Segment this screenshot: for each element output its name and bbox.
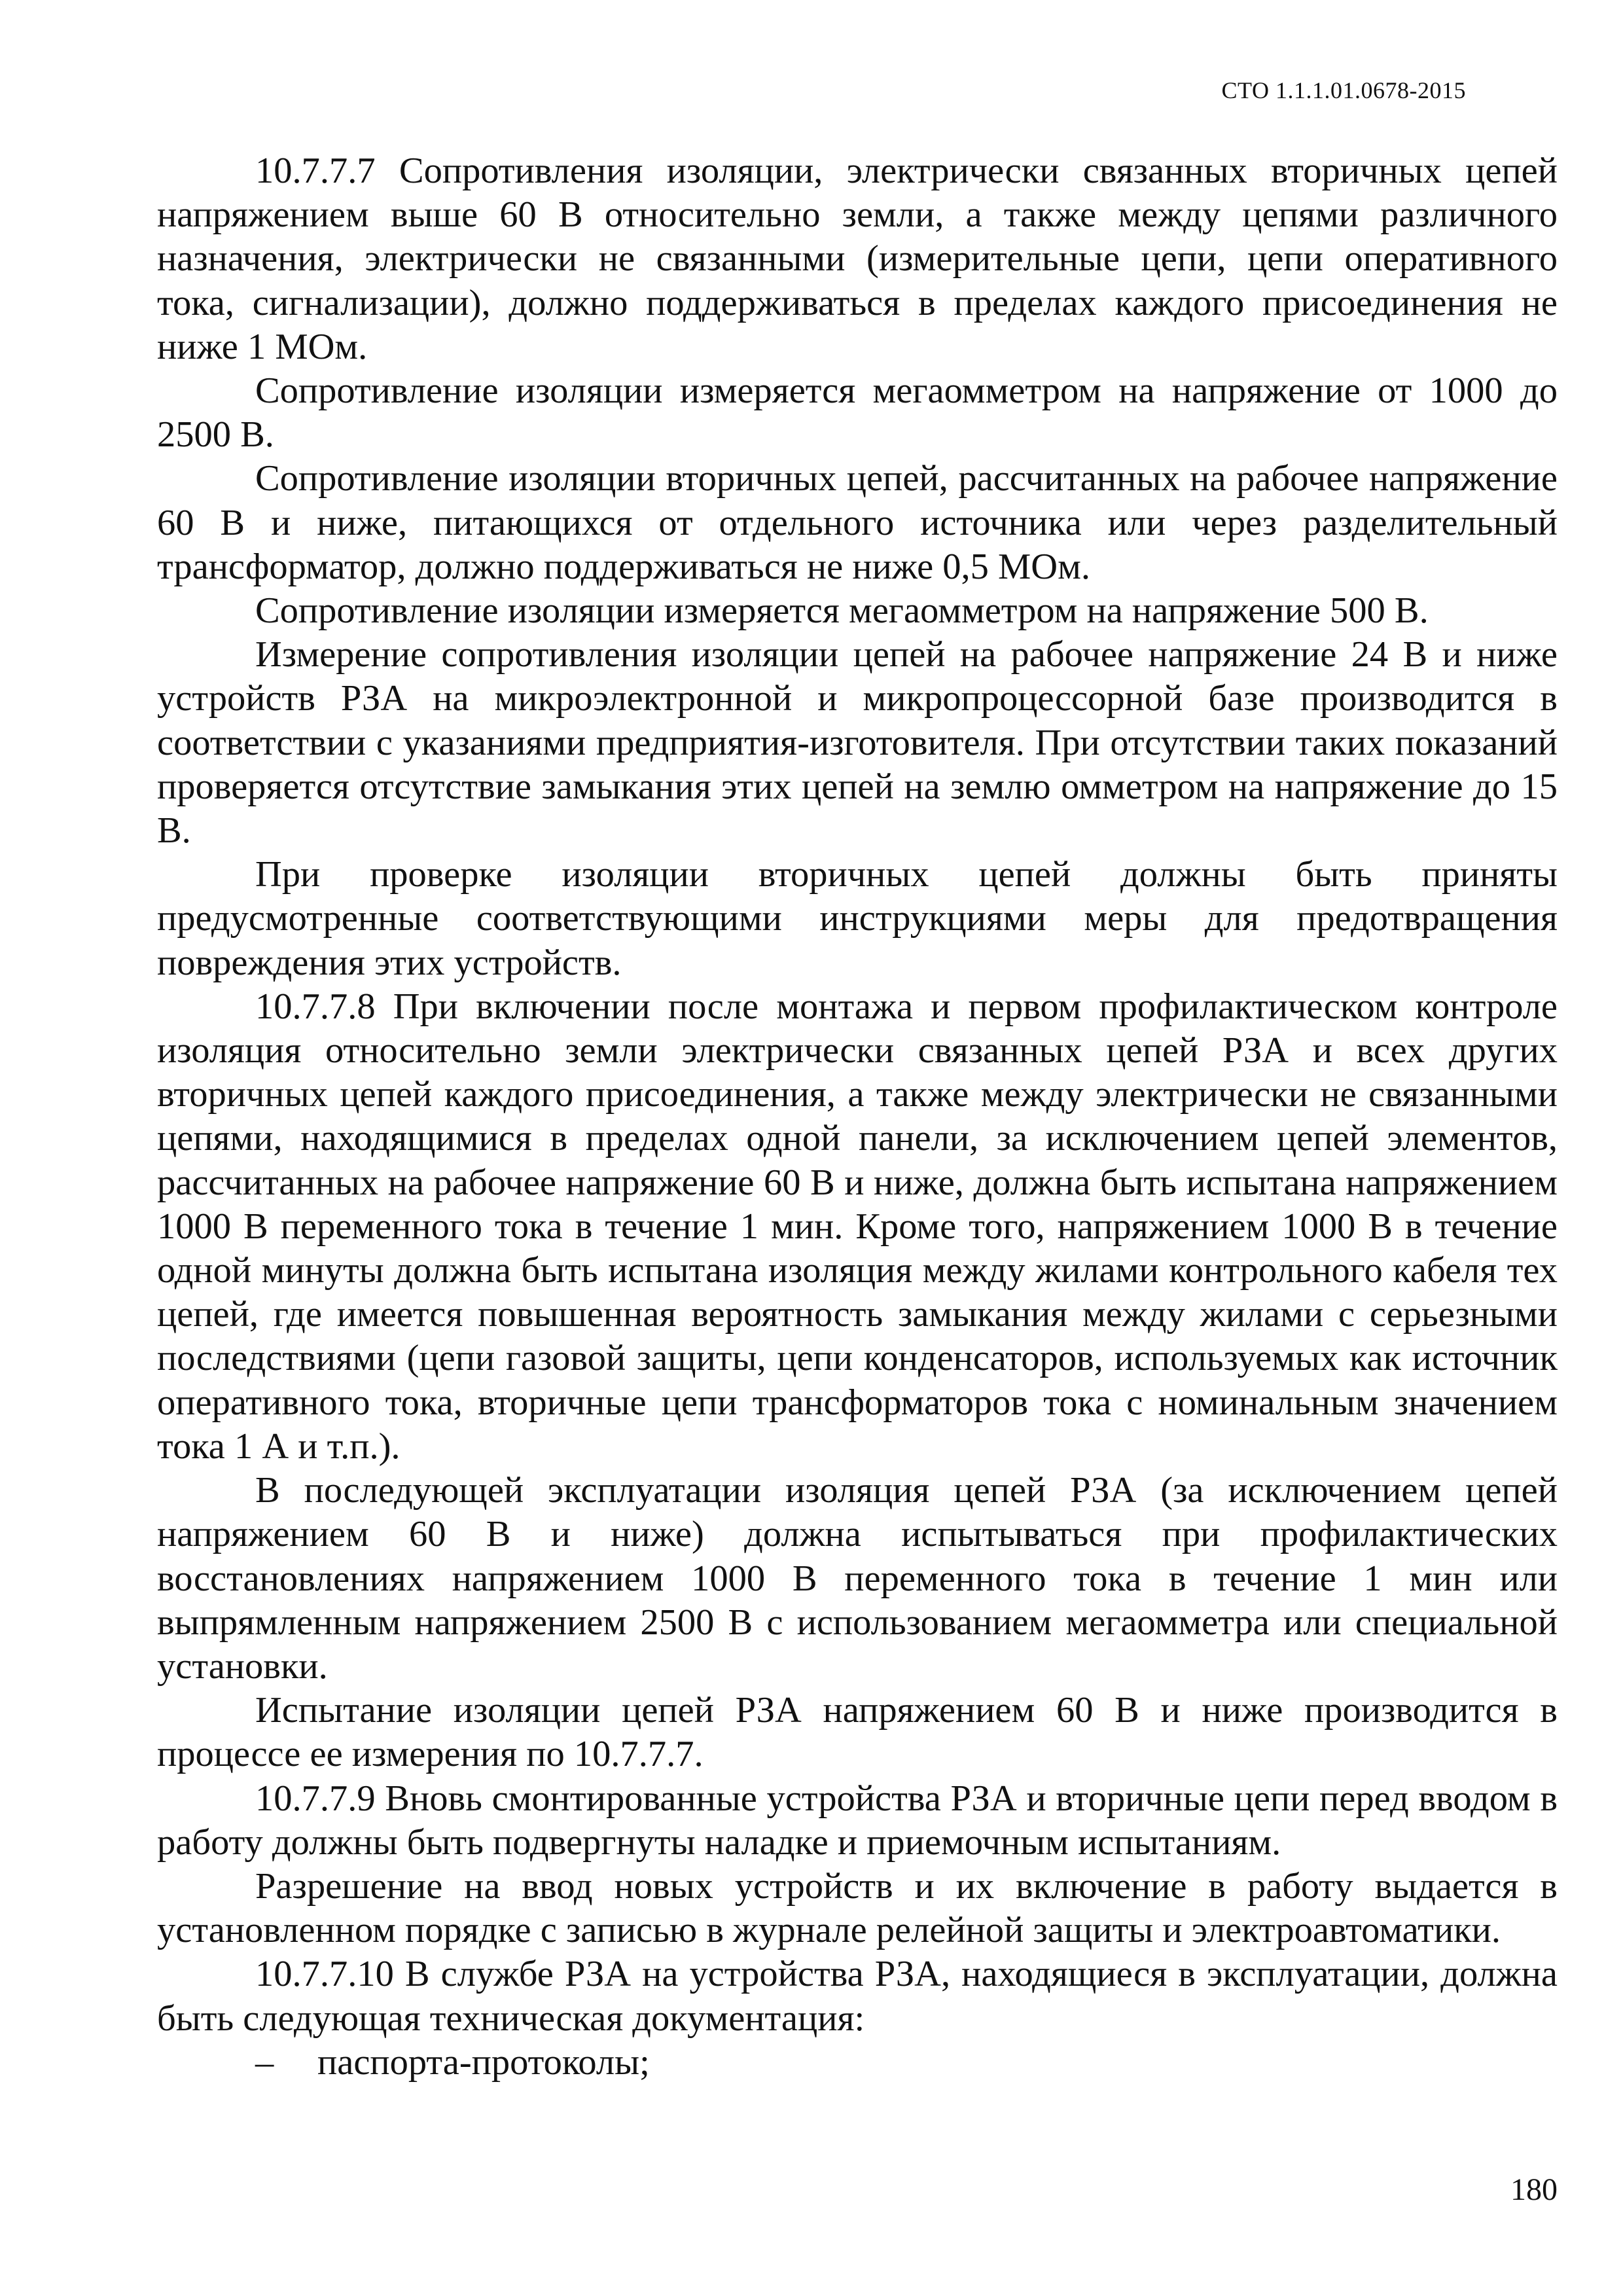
- document-body: [157, 149, 1558, 2085]
- paragraph: Сопротивление изоляции измеряется мегаомметром на напряжение 500 В.: [255, 590, 1429, 632]
- list-item: [157, 2041, 1558, 2085]
- paragraph: 10.7.7.8 При включении после монтажа и первом профилактическом контроле изоляция относительно земли электрически связанных цепей РЗА и всех других вторичных цепей каждого присоединения, а также между электрически не связанными цепями, находящимися в пределах одной панели, за исключением цепей элементов, рассчитанных на рабочее напряжение 60 В и ниже, должна быть испытана напряжением 1000 В переменного тока в течение 1 мин. Кроме того, напряжением 1000 В в течение одной минуты должна быть испытана изоляция между жилами контрольного кабеля тех цепей, где имеется повышенная вероятность замыкания между жилами с серьезными последствиями (цепи газовой защиты, цепи конденсаторов, используемых как источник оперативного тока, вторичные цепи трансформаторов тока с номинальным значением тока 1 А и т.п.).: [157, 986, 1558, 1467]
- paragraph: 10.7.7.10 В службе РЗА на устройства РЗА, находящиеся в эксплуатации, должна быть следующая техническая документация:: [157, 1954, 1558, 2039]
- paragraph: При проверке изоляции вторичных цепей должны быть приняты предусмотренные соответствующими инструкциями меры для предотвращения повреждения этих устройств.: [157, 854, 1558, 983]
- paragraph: Сопротивление изоляции измеряется мегаомметром на напряжение от 1000 до 2500 В.: [157, 370, 1558, 456]
- paragraph: Испытание изоляции цепей РЗА напряжением 60 В и ниже производится в процессе ее измерения по 10.7.7.7.: [157, 1690, 1558, 1775]
- page-number: 180: [1510, 2172, 1558, 2207]
- bullet-dash: –: [255, 2041, 274, 2083]
- paragraph: 10.7.7.9 Вновь смонтированные устройства РЗА и вторичные цепи перед вводом в работу должны быть подвергнуты наладке и приемочным испытаниям.: [157, 1778, 1558, 1863]
- paragraph: Измерение сопротивления изоляции цепей на рабочее напряжение 24 В и ниже устройств РЗА на микроэлектронной и микропроцессорной базе производится в соответствии с указаниями предприятия-изготовителя. При отсутствии таких показаний проверяется отсутствие замыкания этих цепей на землю омметром на напряжение до 15 В.: [157, 634, 1558, 852]
- paragraph: 10.7.7.7 Сопротивления изоляции, электрически связанных вторичных цепей напряжением выше 60 В относительно земли, а также между цепями различного назначения, электрически не связанными (измерительные цепи, цепи оперативного тока, сигнализации), должно поддерживаться в пределах каждого присоединения не ниже 1 МОм.: [157, 151, 1558, 367]
- paragraph: Сопротивление изоляции вторичных цепей, рассчитанных на рабочее напряжение 60 В и ниже, питающихся от отдельного источника или через разделительный трансформатор, должно поддерживаться не ниже 0,5 МОм.: [157, 458, 1558, 587]
- document-code: СТО 1.1.1.01.0678-2015: [1221, 77, 1466, 103]
- paragraph: В последующей эксплуатации изоляция цепей РЗА (за исключением цепей напряжением 60 В и ниже) должна испытываться при профилактических восстановлениях напряжением 1000 В переменного тока в течение 1 мин или выпрямленным напряжением 2500 В с использованием мегаомметра или специальной установки.: [157, 1470, 1558, 1687]
- list-item-text: паспорта-протоколы;: [317, 2041, 650, 2083]
- paragraph: Разрешение на ввод новых устройств и их включение в работу выдается в установленном порядке с записью в журнале релейной защиты и электроавтоматики.: [157, 1865, 1558, 1951]
